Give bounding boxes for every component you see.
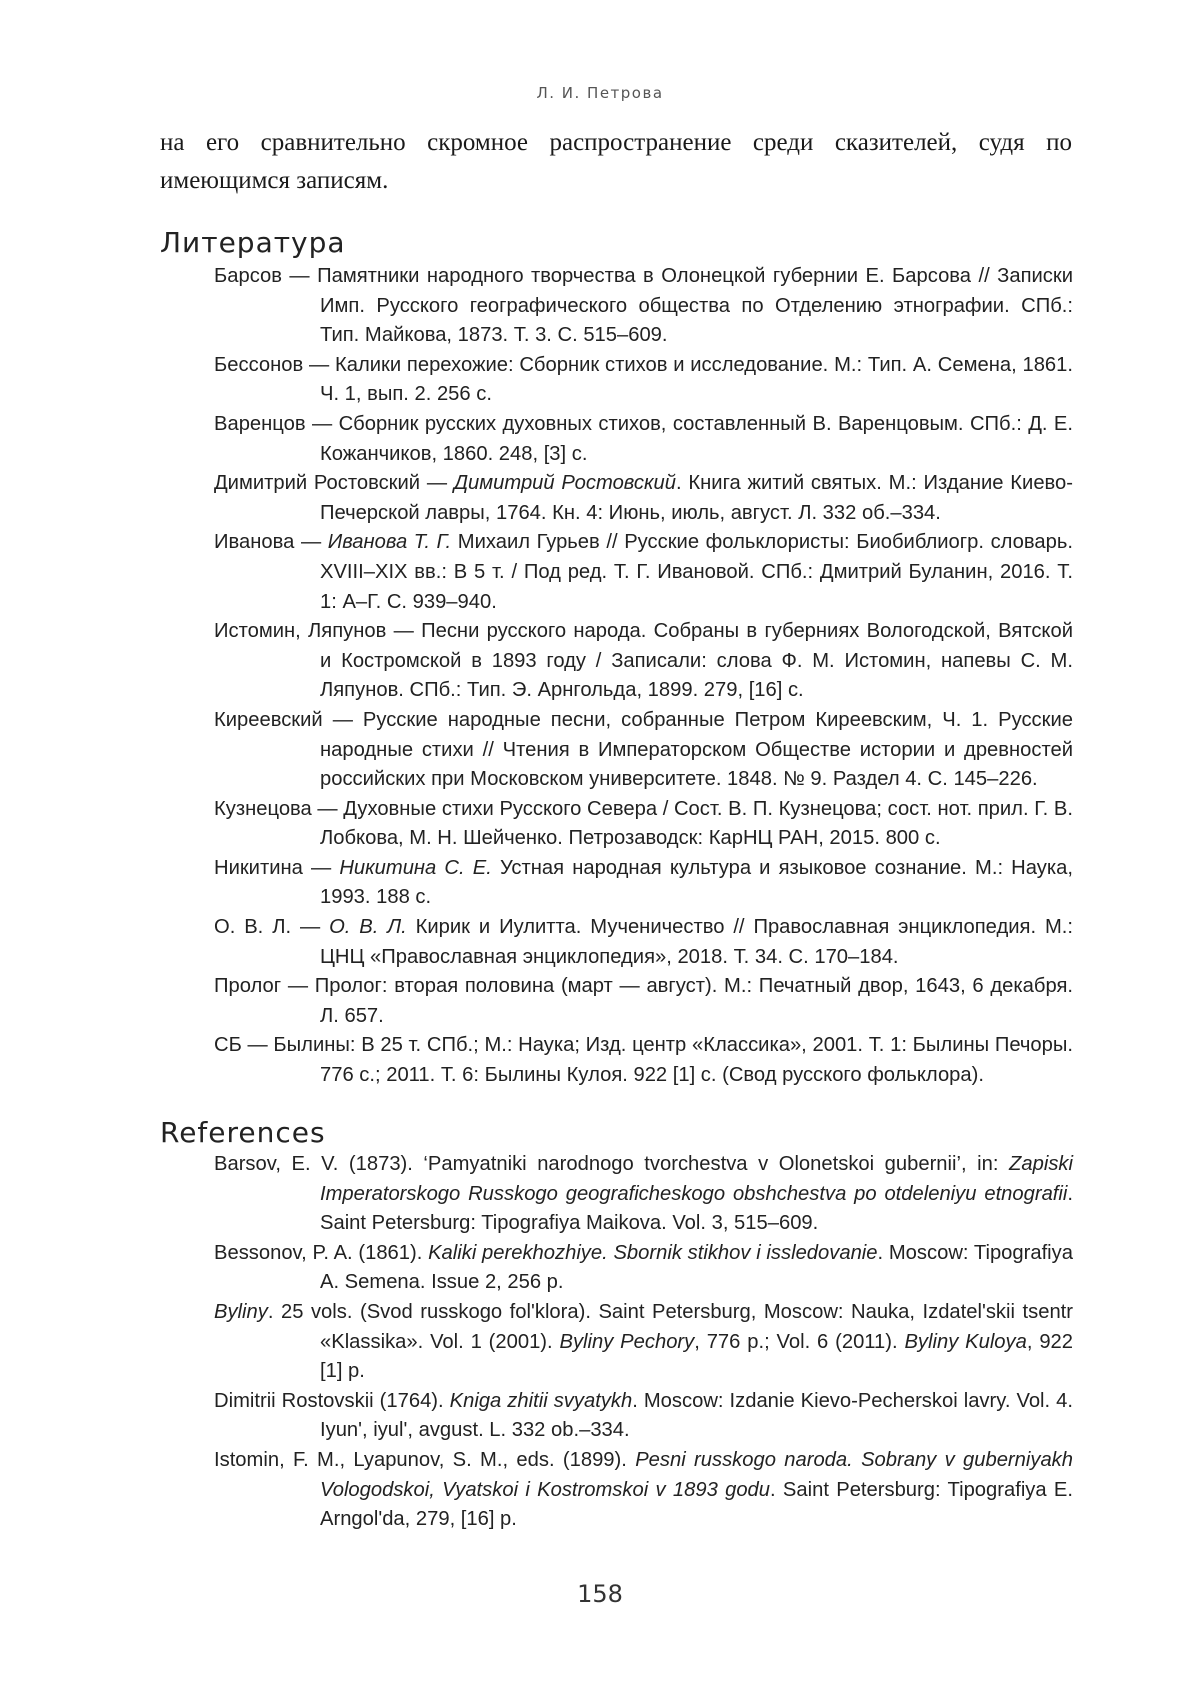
literature-entry-text: О. В. Л. —: [214, 916, 330, 939]
reference-entry-text: , 776 p.; Vol. 6 (2011).: [694, 1330, 905, 1353]
reference-entry: [214, 1298, 1073, 1387]
reference-entry-text: . Moscow: Izdanie Kievo-Pecherskoi lavry. Vol. 4. Iyun', iyul', avgust. L. 332 ob.–334.: [320, 1389, 1073, 1442]
reference-entry: [214, 1446, 1073, 1535]
literature-entry-text: Киреевский — Русские народные песни, собранные Петром Киреевским, Ч. 1. Русские народные стихи // Чтения в Императорском Обществе истории и древностей российских при Московском университете. 1848. № 9. Раздел 4. С. 145–226.: [214, 708, 1073, 791]
reference-entry-text: Bessonov, P. A. (1861).: [214, 1241, 429, 1264]
reference-entry-text: . Saint Petersburg: Tipografiya Maikova. Vol. 3, 515–609.: [320, 1182, 1073, 1235]
literature-entry: [214, 913, 1073, 972]
references-heading: References: [160, 1116, 326, 1149]
literature-entry-text: Никитина —: [214, 856, 340, 879]
literature-entry-text: Барсов — Памятники народного творчества в Олонецкой губернии Е. Барсова // Записки Имп. Русского географического общества по Отделению этнографии. СПб.: Тип. Майкова, 1873. Т. 3. С. 515–609.: [214, 265, 1073, 347]
reference-entry: [214, 1150, 1073, 1239]
literature-heading: Литература: [160, 226, 346, 259]
literature-entry: [214, 854, 1073, 913]
literature-entry-text: Кирик и Иулитта. Мученичество // Православная энциклопедия. М.: ЦНЦ «Православная энциклопедия», 2018. Т. 34. С. 170–184.: [320, 916, 1074, 968]
literature-entry-text: Варенцов — Сборник русских духовных стихов, составленный В. Варенцовым. СПб.: Д. Е. Кожанчиков, 1860. 248, [3] с.: [214, 412, 1073, 465]
running-head: Л. И. Петрова: [536, 84, 664, 102]
reference-entry: [214, 1239, 1073, 1298]
literature-entry-text: Димитрий Ростовский —: [214, 472, 454, 495]
reference-entry-text: . Moscow: Tipografiya A. Semena. Issue 2, 256 p.: [320, 1241, 1073, 1294]
literature-entry-text: О. В. Л.: [329, 916, 407, 939]
literature-list: [214, 262, 1073, 1091]
literature-entry: [214, 469, 1073, 528]
reference-entry-text: , 922 [1] p.: [320, 1330, 1074, 1383]
literature-entry: [214, 528, 1073, 617]
reference-entry: [214, 1387, 1073, 1446]
reference-entry-text: Pesni russkogo naroda. Sobrany v guberniyakh Vologodskoi, Vyatskoi i Kostromskoi v 1893 godu: [320, 1448, 1074, 1501]
references-list: [214, 1150, 1073, 1535]
literature-entry-text: Димитрий Ростовский: [453, 472, 676, 495]
literature-entry: [214, 706, 1073, 795]
literature-entry: [214, 972, 1073, 1031]
literature-entry: [214, 262, 1073, 351]
body-paragraph: на его сравнительно скромное распространение среди сказителей, судя по имеющимся записям.: [160, 129, 1072, 194]
literature-entry: [214, 351, 1073, 410]
literature-entry-text: Бессонов — Калики перехожие: Сборник стихов и исследование. М.: Тип. А. Семена, 1861. Ч. 1, вып. 2. 256 с.: [214, 353, 1073, 406]
reference-entry-text: Kniga zhitii svyatykh: [449, 1389, 633, 1412]
literature-entry: [214, 795, 1073, 854]
reference-entry-text: . 25 vols. (Svod russkogo fol'klora). Saint Petersburg, Moscow: Nauka, Izdatel'skii tsentr «Klassika». Vol. 1 (2001).: [267, 1300, 1073, 1353]
literature-entry-text: Истомин, Ляпунов — Песни русского народа. Собраны в губерниях Вологодской, Вятской и Костромской в 1893 году / Записали: слова Ф. М. Истомин, напевы С. М. Ляпунов. СПб.: Тип. Э. Арнгольда, 1899. 279, [16] с.: [214, 620, 1073, 702]
reference-entry-text: . Saint Petersburg: Tipografiya E. Arngol'da, 279, [16] p.: [320, 1478, 1073, 1531]
literature-entry: [214, 1031, 1073, 1090]
literature-entry-text: . Книга житий святых. М.: Издание Киево-Печерской лавры, 1764. Кн. 4: Июнь, июль, август. Л. 332 об.–334.: [320, 472, 1073, 524]
literature-entry-text: Кузнецова — Духовные стихи Русского Севера / Сост. В. П. Кузнецова; сост. нот. прил. Г. В. Лобкова, М. Н. Шейченко. Петрозаводск: КарНЦ РАН, 2015. 800 с.: [214, 797, 1073, 850]
literature-entry-text: СБ — Былины: В 25 т. СПб.; М.: Наука; Изд. центр «Классика», 2001. Т. 1: Былины Печоры. 776 с.; 2011. Т. 6: Былины Кулоя. 922 [1] с. (Свод русского фольклора).: [214, 1034, 1073, 1087]
reference-entry-text: Byliny Pechory: [559, 1330, 695, 1353]
literature-entry-text: Пролог — Пролог: вторая половина (март — август). М.: Печатный двор, 1643, 6 декабря. Л. 657.: [214, 975, 1073, 1027]
reference-entry-text: Istomin, F. M., Lyapunov, S. M., eds. (1899).: [214, 1448, 636, 1471]
reference-entry-text: Byliny Kuloya: [904, 1330, 1027, 1353]
reference-entry-text: Zapiski Imperatorskogo Russkogo geograficheskogo obshchestva po otdeleniyu etnografii: [320, 1153, 1073, 1205]
literature-entry: [214, 617, 1073, 706]
reference-entry-text: Kaliki perekhozhiye. Sbornik stikhov i issledovanie: [428, 1241, 878, 1264]
page-number: 158: [577, 1580, 623, 1608]
literature-entry-text: Иванова —: [214, 531, 328, 554]
reference-entry-text: Dimitrii Rostovskii (1764).: [214, 1389, 450, 1412]
reference-entry-text: Byliny: [214, 1300, 268, 1323]
literature-entry-text: Михаил Гурьев // Русские фольклористы: Биобиблиогр. словарь. XVIII–XIX вв.: В 5 т. / Под ред. Т. Г. Ивановой. СПб.: Дмитрий Буланин, 2016. Т. 1: А–Г. С. 939–940.: [320, 531, 1073, 613]
literature-entry-text: Никитина С. Е.: [339, 856, 492, 879]
literature-entry-text: Иванова Т. Г.: [327, 531, 452, 554]
literature-entry: [214, 410, 1073, 469]
literature-entry-text: Устная народная культура и языковое сознание. М.: Наука, 1993. 188 с.: [320, 856, 1073, 909]
reference-entry-text: Barsov, E. V. (1873). ‘Pamyatniki narodnogo tvorchestva v Olonetskoi gubernii’, in:: [214, 1153, 1010, 1175]
